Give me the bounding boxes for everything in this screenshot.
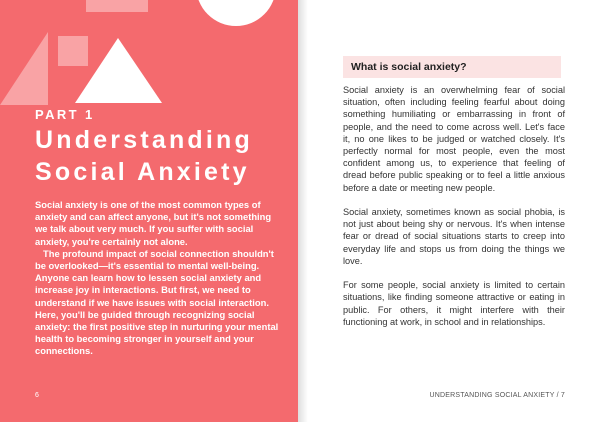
body-paragraph-3: For some people, social anxiety is limited to certain situations, like finding someone attractive or eating in public. For others, it might interfere with their functioning at work, in school and in relationships. [343,280,565,327]
gutter-shadow [298,0,308,422]
chapter-title-line-2: Social Anxiety [35,158,250,186]
deco-square [58,36,88,66]
deco-circle [196,0,276,26]
running-footer [420,392,565,399]
chapter-title [35,124,295,188]
deco-strip-top [86,0,148,12]
decorative-shapes [0,0,298,110]
section-heading-box: What is social anxiety? [343,56,561,78]
left-page [0,0,298,422]
intro-paragraph-2: The profound impact of social connection shouldn't be overlooked—it's essential to mental well-being. Anyone can learn how to lessen social anxiety and increase joy in interactions. But first, we need to understand if we have issues with social interaction. Here, you'll be guided through recognizing social anxiety: the first positive step in nurturing your mental health to becoming stronger in yourself and your connections. [35,247,279,357]
chapter-title-line-1: Understanding [35,126,253,154]
intro-paragraph-1: Social anxiety is one of the most common types of anxiety and can affect anyone, but it's not something we talk about very much. If you suffer with social anxiety, you're certainly not alone. [35,199,272,247]
page-number-right: 7 [560,392,565,399]
running-footer-separator: / [556,392,559,399]
page-number-left: 6 [35,392,39,399]
deco-triangle-left [0,32,48,105]
running-footer-title: UNDERSTANDING SOCIAL ANXIETY [429,392,555,399]
body-paragraph-2: Social anxiety, sometimes known as social phobia, is not just about being shy or nervous. It's when intense fear or dread of social situations starts to creep into everyday life and stops us from doing the things we love. [343,207,565,266]
intro-text [35,199,283,358]
part-label: PART 1 [35,107,95,122]
body-paragraph-1: Social anxiety is an overwhelming fear of social situation, often including feeling fearful about doing something humiliating or embarrassing in front of people, and the need to come across well. Let's face it, no one likes to be judged or watched closely. It's perfectly normal for most people, even the most confident among us, to experience that feeling of dread before public speaking or to feel a little anxious before a date or meeting new people. [343,85,565,193]
deco-triangle-large [75,38,162,103]
body-text [343,84,565,340]
